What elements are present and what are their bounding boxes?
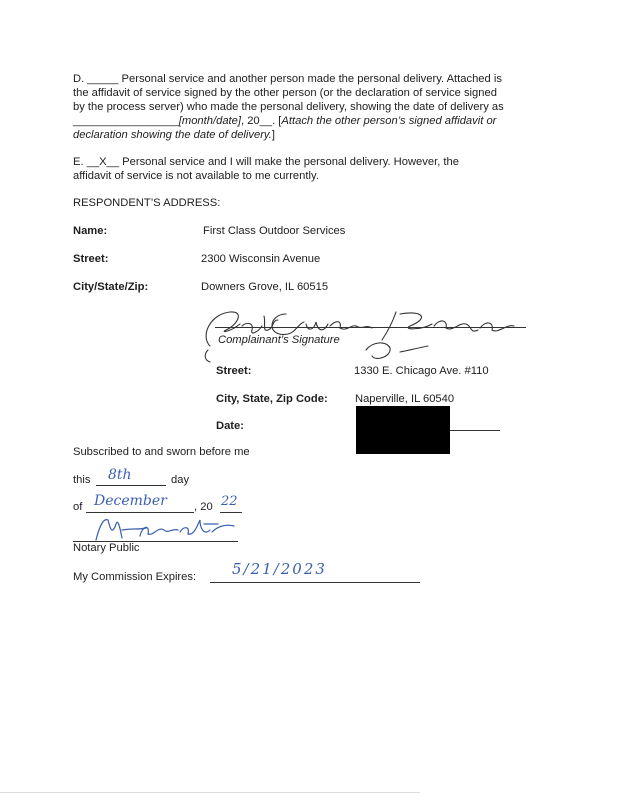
section-e-text-1: Personal service and I will make the personal delivery. However, the: [122, 156, 459, 168]
this-label: this: [73, 474, 91, 486]
section-d-line-1: [73, 72, 502, 87]
notary-public-label: Notary Public: [73, 542, 140, 554]
complainant-street-label: Street:: [216, 365, 252, 377]
complainant-street-value: 1330 E. Chicago Ave. #110: [354, 365, 489, 377]
commission-underline: [210, 582, 420, 583]
respondent-city-value: Downers Grove, IL 60515: [201, 281, 329, 293]
complainant-city-value: Naperville, IL 60540: [355, 393, 455, 405]
day-handwritten: 8th: [108, 467, 132, 483]
section-e-line-1: [73, 155, 459, 170]
respondent-name-label: Name:: [73, 225, 108, 237]
redaction-box: [356, 406, 450, 454]
section-d-bracket: ]: [271, 129, 275, 141]
section-e-letter: E.: [73, 156, 84, 168]
notary-day-line: [73, 473, 90, 488]
section-e-mark: __X__: [86, 156, 120, 168]
section-d-line-5: [73, 128, 275, 143]
section-d-month-date: [month/date]: [178, 115, 241, 127]
subscribed-text: Subscribed to and sworn before me: [73, 446, 250, 458]
section-d-blank: _____: [87, 73, 119, 85]
year-prefix: , 20: [194, 501, 213, 513]
of-label: of: [73, 501, 83, 513]
respondent-city-label: City/State/Zip:: [73, 281, 149, 293]
section-d-line-4: [73, 114, 496, 129]
respondent-name-value: First Class Outdoor Services: [203, 225, 346, 237]
section-d-year: , 20__. [: [240, 115, 282, 127]
respondent-street-label: Street:: [73, 253, 109, 265]
complainant-signature-label: Complainant’s Signature: [218, 334, 340, 346]
section-d-line-3: by the process server) who made the personal delivery, showing the date of delivery as: [73, 101, 504, 113]
day-label: day: [171, 474, 190, 486]
month-handwritten: December: [94, 493, 167, 509]
year-handwritten: 22: [221, 494, 238, 509]
section-e-line-2: affidavit of service is not available to me currently.: [73, 170, 319, 182]
complainant-city-label: City, State, Zip Code:: [216, 393, 328, 405]
respondent-heading: RESPONDENT’S ADDRESS:: [73, 197, 221, 209]
complainant-date-label: Date:: [216, 420, 244, 432]
month-underline: [86, 512, 194, 513]
year-underline: [220, 512, 242, 513]
section-d-letter: D.: [73, 73, 85, 85]
section-d-line-2: the affidavit of service signed by the other person (or the declaration of service signed: [73, 87, 497, 99]
commission-label: My Commission Expires:: [73, 571, 197, 583]
section-d-date-blank: _________________: [73, 115, 179, 127]
day-underline: [96, 485, 166, 486]
section-d-text-1: Personal service and another person made the personal delivery. Attached is: [121, 73, 502, 85]
respondent-street-value: 2300 Wisconsin Avenue: [201, 253, 321, 265]
section-d-attach-note: Attach the other person’s signed affidavit or: [281, 115, 497, 127]
page-edge-line: [0, 792, 420, 793]
complainant-signature-line: [215, 327, 526, 328]
section-d-attach-note-end: declaration showing the date of delivery.: [73, 129, 272, 141]
commission-date-handwritten: 5/21/2023: [232, 560, 327, 578]
